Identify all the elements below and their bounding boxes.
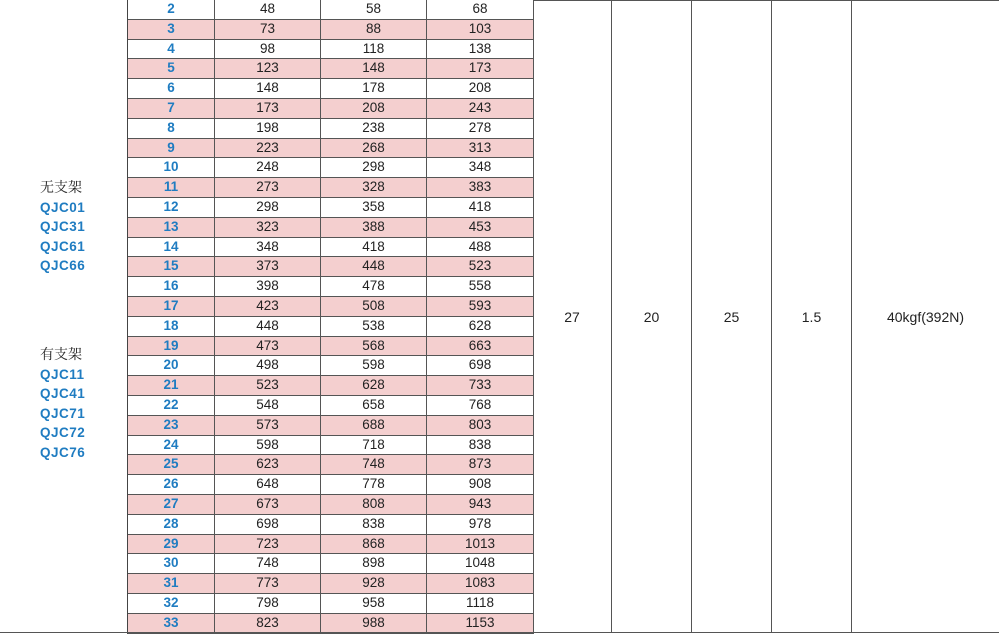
table-row [128, 436, 534, 456]
model-code: QJC41 [40, 386, 86, 401]
row-number: 15 [128, 257, 215, 276]
table-cell: 358 [321, 198, 427, 217]
table-cell: 803 [427, 416, 534, 435]
row-number: 13 [128, 218, 215, 237]
row-number: 25 [128, 455, 215, 474]
table-cell: 538 [321, 317, 427, 336]
table-row [128, 554, 534, 574]
table-cell: 148 [321, 59, 427, 78]
group-label-no-bracket: 无支架 [40, 179, 82, 195]
merged-value: 25 [723, 308, 740, 325]
table-cell: 173 [215, 99, 321, 118]
table-cell: 773 [215, 574, 321, 593]
table-cell: 373 [215, 257, 321, 276]
table-cell: 448 [215, 317, 321, 336]
row-number: 33 [128, 614, 215, 633]
table-cell: 238 [321, 119, 427, 138]
table-cell: 718 [321, 436, 427, 455]
table-cell: 698 [215, 515, 321, 534]
table-cell: 348 [427, 158, 534, 177]
table-cell: 593 [427, 297, 534, 316]
table-cell: 423 [215, 297, 321, 316]
model-code: QJC66 [40, 258, 86, 273]
table-cell: 558 [427, 277, 534, 296]
table-cell: 1118 [427, 594, 534, 613]
table-cell: 698 [427, 356, 534, 375]
table-row [128, 297, 534, 317]
table-row [128, 317, 534, 337]
table-cell: 328 [321, 178, 427, 197]
table-row [128, 99, 534, 119]
table-cell: 418 [321, 238, 427, 257]
table-cell: 1083 [427, 574, 534, 593]
row-number: 24 [128, 436, 215, 455]
table-cell: 823 [215, 614, 321, 633]
table-cell: 248 [215, 158, 321, 177]
table-cell: 398 [215, 277, 321, 296]
table-row [128, 495, 534, 515]
table-row [128, 475, 534, 495]
merged-cell [852, 0, 999, 633]
row-number: 26 [128, 475, 215, 494]
table-cell: 268 [321, 139, 427, 158]
model-code: QJC72 [40, 425, 86, 440]
table-cell: 808 [321, 495, 427, 514]
row-number: 17 [128, 297, 215, 316]
row-number: 10 [128, 158, 215, 177]
table-cell: 348 [215, 238, 321, 257]
row-number: 5 [128, 59, 215, 78]
table-cell: 208 [321, 99, 427, 118]
table-row [128, 376, 534, 396]
table-row [128, 277, 534, 297]
table-cell: 123 [215, 59, 321, 78]
table-cell: 548 [215, 396, 321, 415]
table-cell: 138 [427, 40, 534, 59]
table-cell: 498 [215, 356, 321, 375]
model-code: QJC01 [40, 199, 86, 215]
table-cell: 688 [321, 416, 427, 435]
merged-cell [772, 0, 852, 633]
table-cell: 173 [427, 59, 534, 78]
row-number: 2 [128, 0, 215, 19]
table-row [128, 218, 534, 238]
table-row [128, 20, 534, 40]
table-cell: 178 [321, 79, 427, 98]
table-row [128, 535, 534, 555]
table-row [128, 455, 534, 475]
row-number: 9 [128, 139, 215, 158]
table-cell: 928 [321, 574, 427, 593]
table-cell: 748 [215, 554, 321, 573]
table-row [128, 40, 534, 60]
model-column [0, 0, 127, 633]
table-cell: 723 [215, 535, 321, 554]
table-cell: 103 [427, 20, 534, 39]
table-cell: 748 [321, 455, 427, 474]
group-with-bracket [40, 345, 85, 462]
table-row [128, 59, 534, 79]
table-row [128, 574, 534, 594]
table-cell: 298 [215, 198, 321, 217]
divider [0, 632, 999, 633]
table-row [128, 158, 534, 178]
table-row [128, 396, 534, 416]
table-cell: 148 [215, 79, 321, 98]
table-cell: 118 [321, 40, 427, 59]
table-cell: 943 [427, 495, 534, 514]
table-cell: 978 [427, 515, 534, 534]
merged-cell [533, 0, 612, 633]
table-cell: 988 [321, 614, 427, 633]
data-grid [127, 0, 534, 634]
table-cell: 58 [321, 0, 427, 19]
table-cell: 908 [427, 475, 534, 494]
group-label-with-bracket: 有支架 [40, 346, 82, 362]
table-cell: 598 [321, 356, 427, 375]
table-cell: 223 [215, 139, 321, 158]
table-cell: 523 [427, 257, 534, 276]
table-cell: 488 [427, 238, 534, 257]
model-code: QJC71 [40, 405, 86, 421]
row-number: 23 [128, 416, 215, 435]
row-number: 30 [128, 554, 215, 573]
table-row [128, 257, 534, 277]
table-cell: 658 [321, 396, 427, 415]
row-number: 8 [128, 119, 215, 138]
row-number: 27 [128, 495, 215, 514]
table-cell: 663 [427, 337, 534, 356]
table-cell: 778 [321, 475, 427, 494]
table-row [128, 337, 534, 357]
table-cell: 568 [321, 337, 427, 356]
table-row [128, 119, 534, 139]
table-cell: 98 [215, 40, 321, 59]
table-row [128, 416, 534, 436]
row-number: 12 [128, 198, 215, 217]
table-cell: 768 [427, 396, 534, 415]
table-cell: 1153 [427, 614, 534, 633]
row-number: 6 [128, 79, 215, 98]
row-number: 28 [128, 515, 215, 534]
row-number: 32 [128, 594, 215, 613]
table-cell: 648 [215, 475, 321, 494]
table-cell: 838 [321, 515, 427, 534]
table-row [128, 79, 534, 99]
table-cell: 473 [215, 337, 321, 356]
row-number: 20 [128, 356, 215, 375]
row-number: 14 [128, 238, 215, 257]
model-code: QJC31 [40, 219, 86, 234]
row-number: 22 [128, 396, 215, 415]
table-cell: 958 [321, 594, 427, 613]
table-cell: 523 [215, 376, 321, 395]
table-cell: 573 [215, 416, 321, 435]
table-cell: 448 [321, 257, 427, 276]
merged-value: 27 [564, 308, 580, 325]
row-number: 16 [128, 277, 215, 296]
group-no-bracket [40, 178, 85, 276]
model-code: QJC11 [40, 366, 85, 382]
table-cell: 273 [215, 178, 321, 197]
table-cell: 898 [321, 554, 427, 573]
table-cell: 508 [321, 297, 427, 316]
table-cell: 48 [215, 0, 321, 19]
table-cell: 673 [215, 495, 321, 514]
table-cell: 868 [321, 535, 427, 554]
table-cell: 208 [427, 79, 534, 98]
table-row [128, 594, 534, 614]
row-number: 4 [128, 40, 215, 59]
table-cell: 68 [427, 0, 534, 19]
table-cell: 418 [427, 198, 534, 217]
merged-value: 20 [643, 308, 660, 325]
table-cell: 798 [215, 594, 321, 613]
table-cell: 838 [427, 436, 534, 455]
merged-cell [692, 0, 772, 633]
merged-cell [612, 0, 692, 633]
row-number: 31 [128, 574, 215, 593]
table-row [128, 515, 534, 535]
table-cell: 88 [321, 20, 427, 39]
table-cell: 1013 [427, 535, 534, 554]
row-number: 29 [128, 535, 215, 554]
table-cell: 1048 [427, 554, 534, 573]
table-cell: 313 [427, 139, 534, 158]
table-cell: 453 [427, 218, 534, 237]
table-cell: 323 [215, 218, 321, 237]
table-row [128, 198, 534, 218]
model-code: QJC76 [40, 444, 86, 460]
row-number: 11 [128, 178, 215, 197]
table-cell: 478 [321, 277, 427, 296]
table-cell: 873 [427, 455, 534, 474]
table-row [128, 139, 534, 159]
merged-value: 40kgf(392N) [886, 308, 965, 325]
row-number: 21 [128, 376, 215, 395]
table-cell: 733 [427, 376, 534, 395]
table-cell: 383 [427, 178, 534, 197]
table-row [128, 238, 534, 258]
table-cell: 73 [215, 20, 321, 39]
table-row [128, 178, 534, 198]
table-row [128, 614, 534, 634]
table-row [128, 356, 534, 376]
row-number: 18 [128, 317, 215, 336]
table-cell: 298 [321, 158, 427, 177]
row-number: 7 [128, 99, 215, 118]
table-cell: 278 [427, 119, 534, 138]
table-cell: 388 [321, 218, 427, 237]
row-number: 19 [128, 337, 215, 356]
table-cell: 628 [321, 376, 427, 395]
table-cell: 628 [427, 317, 534, 336]
model-code: QJC61 [40, 238, 86, 254]
table-cell: 198 [215, 119, 321, 138]
table-cell: 623 [215, 455, 321, 474]
table-cell: 243 [427, 99, 534, 118]
merged-value: 1.5 [801, 308, 822, 325]
row-number: 3 [128, 20, 215, 39]
table-cell: 598 [215, 436, 321, 455]
table-row [128, 0, 534, 20]
